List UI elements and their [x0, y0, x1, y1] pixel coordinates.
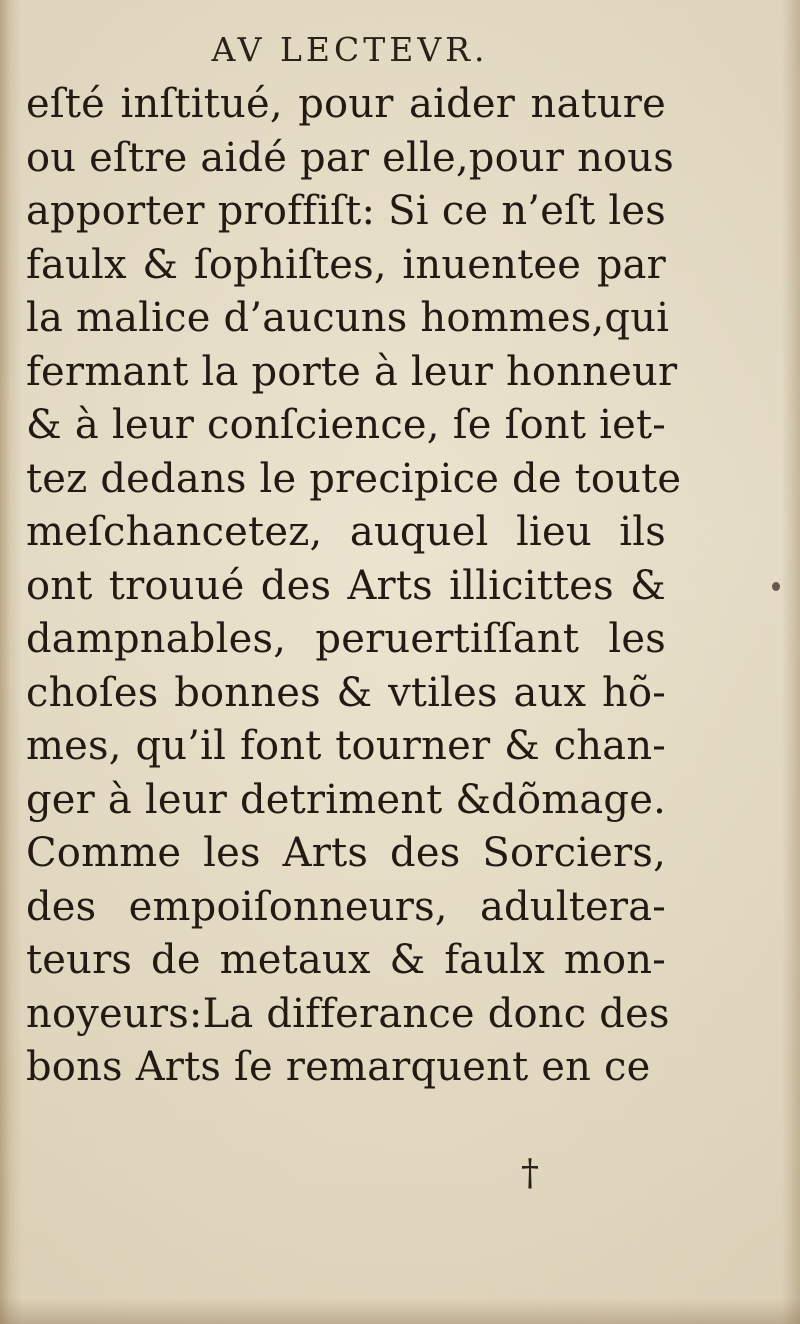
- text-line: Comme les Arts des Sorciers,: [26, 830, 666, 876]
- text-line: bons Arts ſe remarquent en ce: [26, 1044, 651, 1090]
- text-line: tez dedans le precipice de toute: [26, 455, 682, 502]
- text-line: noyeurs:La differance donc des: [26, 990, 670, 1037]
- text-line: ger à leur detriment &dõmage.: [26, 776, 667, 823]
- ink-spot: [772, 582, 780, 591]
- text-line: ont trouué des Arts illicittes &: [26, 562, 666, 609]
- text-line: apporter proffiſt: Si ce n’eſt les: [26, 188, 666, 234]
- page-gutter-shadow: [0, 0, 22, 1324]
- text-line: des empoiſonneurs, adultera-: [26, 883, 666, 930]
- text-line: ou eſtre aidé par elle,pour nous: [26, 134, 675, 181]
- text-line: choſes bonnes & vtiles aux hõ-: [26, 669, 666, 716]
- body-text: [26, 78, 682, 1095]
- text-line: eſté inſtitué, pour aider nature: [26, 81, 666, 127]
- page-edge-shadow: [782, 0, 800, 1324]
- signature-mark: †: [521, 1153, 539, 1194]
- text-line: dampnables, peruertiſſant les: [26, 616, 666, 662]
- text-line: & à leur conſcience, ſe ſont iet-: [26, 402, 666, 448]
- text-line: la malice d’aucuns hommes,qui: [26, 295, 670, 341]
- text-line: mes, qu’il font tourner & chan-: [26, 723, 666, 769]
- text-line: fermant la porte à leur honneur: [26, 348, 678, 395]
- text-line: faulx & ſophiſtes, inuentee par: [26, 241, 666, 288]
- running-head: AV LECTEVR.: [211, 30, 489, 69]
- text-line: meſchancetez, auquel lieu ils: [26, 509, 666, 555]
- page-bottom-shadow: [0, 1298, 800, 1324]
- text-line: teurs de metaux & faulx mon-: [26, 937, 666, 983]
